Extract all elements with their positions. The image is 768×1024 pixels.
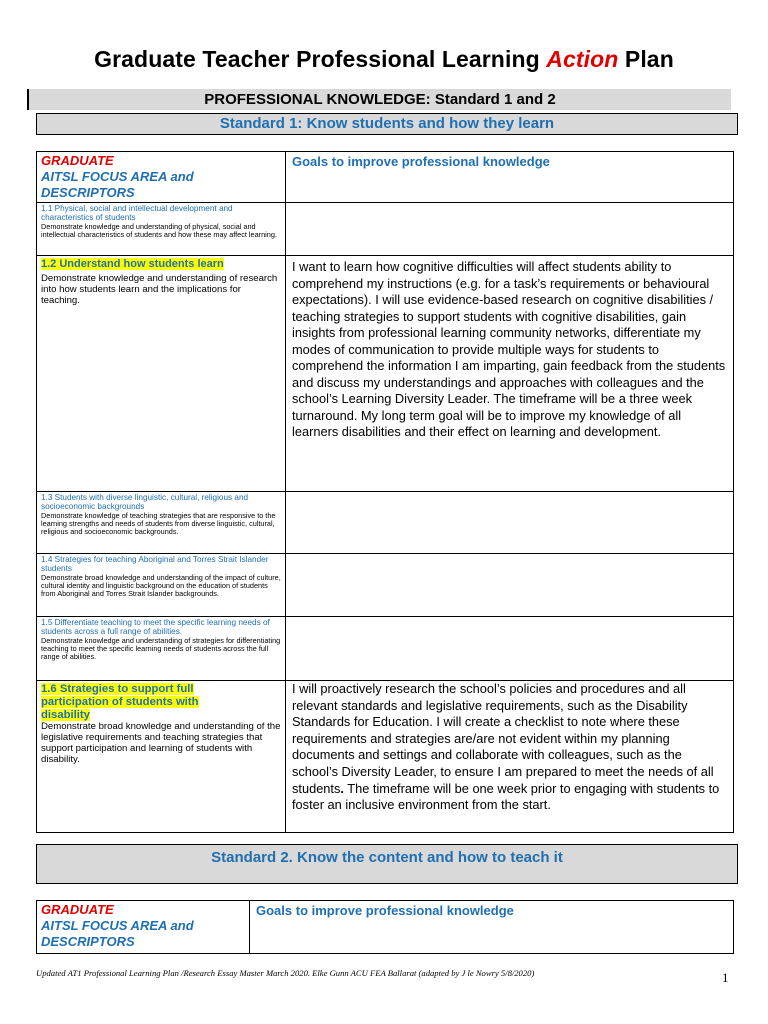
standard1-heading: Standard 1: Know students and how they learn [36,113,738,135]
standard1-table [36,151,734,833]
table-row [37,256,734,492]
descriptor-text: Demonstrate knowledge and understanding of physical, social and intellectual characteristics of students and how these may affect learning. [41,221,277,240]
descriptor-code: 1.4 Strategies for teaching Aboriginal and Torres Strait Islander students [41,555,269,574]
table-row [37,617,734,681]
pk-bar-bold: PROFESSIONAL KNOWLEDGE: [204,91,431,108]
goal-text-end: The timeframe will be one week prior to engaging with students to foster an inclusive environment from the start. [292,780,720,813]
focus-area-label: AITSL FOCUS AREA and DESCRIPTORS [41,918,194,949]
descriptor-code [41,683,223,721]
title-text: Graduate Teacher Professional Learning [94,46,547,72]
title-accent: Action [546,46,619,72]
descriptor-text: Demonstrate knowledge and understanding of strategies for differentiating teaching to meet the specific learning needs of students across the full range of abilities. [41,635,281,662]
descriptor-code: 1.1 Physical, social and intellectual development and characteristics of students [41,204,233,223]
goal-cell[interactable]: I want to learn how cognitive difficulties will affect students ability to comprehend my instructions (e.g. for a task’s requirements or behavioural expectations). I will use evidence-based research on cognitive disabilities / teaching strategies to support students with cognitive disabilities, gain insights from professional learning community networks, differentiate my modes of communication to provide multiple ways for students to comprehend the information I am imparting, gain feedback from the students and discuss my understandings and approaches with colleagues and the school’s Learning Diversity Leader. The timeframe will be a three week turnaround. My long term goal will be to improve my knowledge of all learners disabilities and their effect on learning and development. [286,256,734,492]
goal-cell[interactable] [286,492,734,554]
standard2-heading: Standard 2. Know the content and how to teach it [36,844,738,884]
highlighted-code: 1.6 Strategies to support full participation of students with disability [41,683,199,721]
descriptor-cell [37,203,286,256]
descriptor-text: Demonstrate knowledge and understanding of research into how students learn and the implications for teaching. [41,272,278,306]
footer-note: Updated AT1 Professional Learning Plan /Research Essay Master March 2020. Elke Gunn ACU FEA Ballarat (adapted by J le Nowry 5/8/2020) [36,968,535,978]
title-text-end: Plan [618,46,674,72]
page-number: 1 [722,970,729,985]
descriptor-cell [37,554,286,617]
descriptor-cell [37,681,286,833]
professional-knowledge-bar [27,89,731,110]
descriptor-text: Demonstrate knowledge of teaching strategies that are responsive to the learning strengths and needs of students from diverse linguistic, cultural, religious and socioeconomic backgrounds. [41,510,276,537]
descriptor-text: Demonstrate broad knowledge and understanding of the legislative requirements and teaching strategies that support participation and learning of students with disability. [41,721,281,766]
table-header-row [37,152,734,203]
goal-cell[interactable] [286,554,734,617]
descriptor-code [41,258,281,271]
goals-header-cell: Goals to improve professional knowledge [286,152,734,203]
focus-header-cell [37,901,250,954]
highlighted-code: 1.2 Understand how students learn [41,258,224,270]
descriptor-code: 1.5 Differentiate teaching to meet the specific learning needs of students across a full range of abilities. [41,618,270,637]
focus-header-cell [37,152,286,203]
descriptor-code: 1.3 Students with diverse linguistic, cultural, religious and socioeconomic backgrounds [41,493,249,512]
graduate-label: GRADUATE [41,153,114,168]
table-row [37,681,734,833]
descriptor-cell [37,492,286,554]
graduate-label: GRADUATE [41,902,114,917]
goal-cell[interactable] [286,617,734,681]
page-title [0,46,768,73]
goals-header-cell: Goals to improve professional knowledge [250,901,734,954]
descriptor-cell [37,617,286,681]
goal-text-bold: . [340,780,344,796]
table-header-row [37,901,734,954]
table-row [37,203,734,256]
goal-text: I will proactively research the school’s policies and procedures and all relevant standards and legislative requirements, such as the Disability Standards for Education. I will create a checklist to note where these requirements and strategies are/are not evident within my planning documents and settings and collaborate with colleagues, such as the school’s Diversity Leader, to ensure I am prepared to meet the needs of all students [292,681,714,796]
descriptor-text: Demonstrate broad knowledge and understanding of the impact of culture, cultural identity and linguistic background on the education of students from Aboriginal and Torres Strait Islander backgrounds. [41,572,281,599]
standard2-table [36,900,734,954]
table-row [37,492,734,554]
table-row [37,554,734,617]
goal-cell[interactable] [286,203,734,256]
descriptor-cell [37,256,286,492]
goal-cell[interactable] [286,681,734,833]
focus-area-label: AITSL FOCUS AREA and DESCRIPTORS [41,169,194,200]
pk-bar-rest: Standard 1 and 2 [430,91,556,108]
